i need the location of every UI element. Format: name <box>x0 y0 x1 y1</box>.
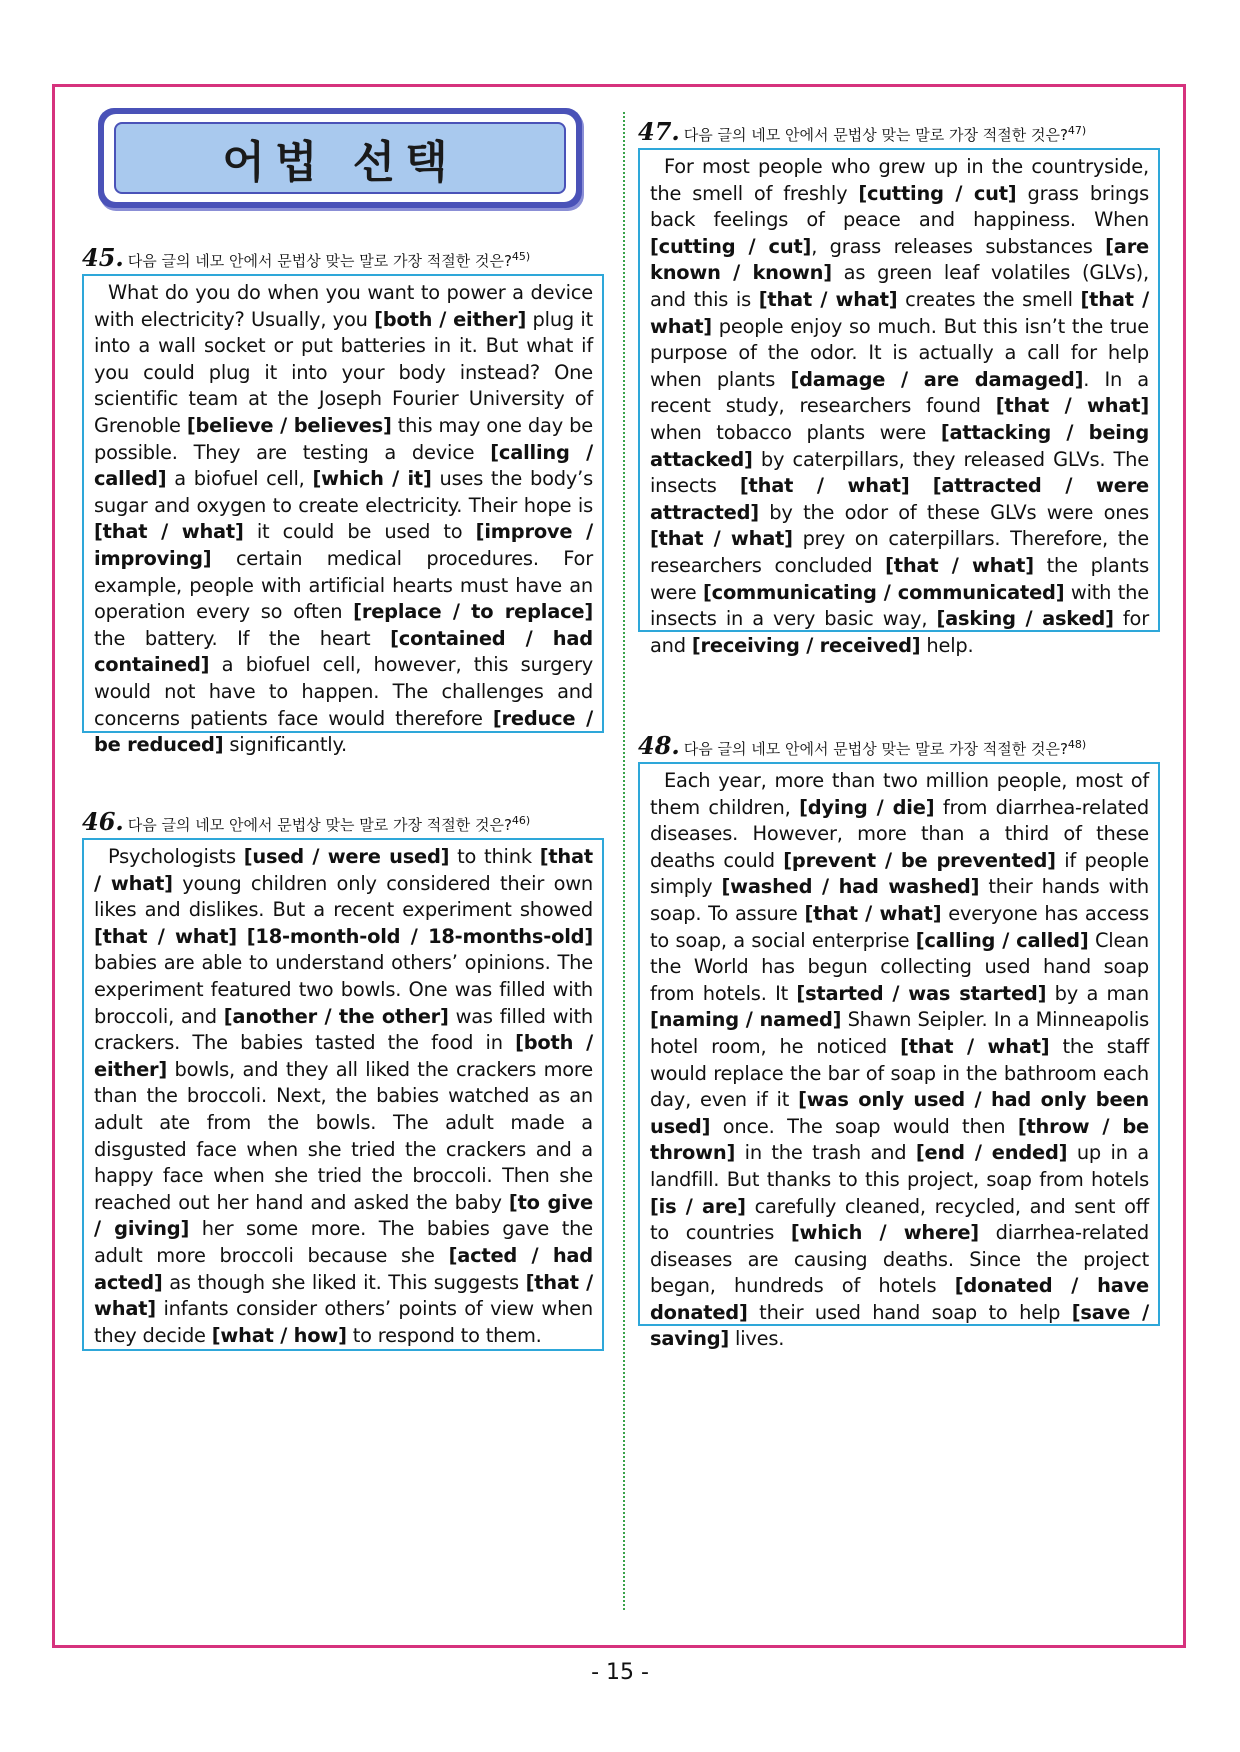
grammar-choice: [is / are] <box>650 1194 746 1218</box>
grammar-choice: [contained / had contained] <box>94 626 593 677</box>
grammar-choice: [that / what] <box>804 901 942 925</box>
grammar-choice: [damage / are damaged] <box>790 367 1084 391</box>
grammar-choice: [both / either] <box>94 1031 593 1081</box>
grammar-choice: [attacking / being attacked] <box>650 420 1149 471</box>
grammar-choice: [prevent / be prevented] <box>783 848 1056 872</box>
grammar-choice: [another / the other] <box>223 1004 449 1028</box>
question-number: 46. <box>82 807 124 836</box>
grammar-choice: [what / how] <box>211 1323 347 1347</box>
grammar-choice: [used / were used] <box>243 845 450 868</box>
grammar-choice: [that / what] <box>739 474 910 498</box>
question-prompt: 다음 글의 네모 안에서 문법상 맞는 말로 가장 적절한 것은? <box>127 816 512 834</box>
grammar-choice: [are known / known] <box>650 234 1150 285</box>
grammar-choice: [that / what] <box>94 520 244 544</box>
footnote-ref: 48) <box>1067 738 1087 751</box>
grammar-choice: [started / was started] <box>796 981 1047 1005</box>
grammar-choice: [improve / improving] <box>94 520 593 570</box>
grammar-choice: [both / either] <box>374 307 527 331</box>
grammar-choice: [receiving / received] <box>691 633 921 657</box>
question-46-passage <box>82 838 604 1351</box>
grammar-choice: [throw / be thrown] <box>650 1114 1149 1165</box>
grammar-choice: [dying / die] <box>799 795 935 819</box>
grammar-choice: [to give / giving] <box>94 1190 593 1241</box>
section-title: 어법 선택 <box>222 137 458 188</box>
grammar-choice: [calling / called] <box>915 928 1089 952</box>
grammar-choice: [asking / asked] <box>936 607 1114 631</box>
grammar-choice: [that / what] <box>94 845 593 895</box>
grammar-choice: [end / ended] <box>915 1141 1068 1165</box>
grammar-choice: [that / what] <box>885 553 1034 577</box>
footnote-ref: 47) <box>1067 124 1087 137</box>
question-48-header <box>638 731 1086 760</box>
question-48-passage <box>638 762 1160 1351</box>
grammar-choice: [that / what] <box>94 1270 593 1321</box>
grammar-choice: [that / what] <box>900 1034 1050 1058</box>
grammar-choice: [cutting / cut] <box>650 234 812 258</box>
footnote-ref: 46) <box>511 814 531 827</box>
grammar-choice: [naming / named] <box>650 1008 842 1032</box>
grammar-choice: [18-month-old / 18-months-old] <box>246 924 593 948</box>
grammar-choice: [washed / had washed] <box>721 875 980 899</box>
passage-text: For most people who grew up in the countryside, the smell of freshly [cutting / cut] grass brings back feelings of peace and happiness. When [cutting / cut], grass releases substances [are known / known] as green leaf volatiles (GLVs), and this is [that / what] creates the smell [that / what] people enjoy so much. But this isn’t the true purpose of the odor. It is actually a call for help when plants [damage / are damaged]. In a recent study, researchers found [that / what] when tobacco plants were [attacking / being attacked] by caterpillars, they released GLVs. The insects [that / what] [attracted / were attracted] by the odor of these GLVs were ones [that / what] prey on caterpillars. Therefore, the researchers concluded [that / what] the plants were [communicating / communicated] with the insects in a very basic way, [asking / asked] for and [receiving / received] help. <box>650 155 1150 657</box>
grammar-choice: [calling / called] <box>94 440 593 491</box>
question-prompt: 다음 글의 네모 안에서 문법상 맞는 말로 가장 적절한 것은? <box>683 740 1068 758</box>
passage-text: What do you do when you want to power a device with electricity? Usually, you [both / either] plug it into a wall socket or put batteries in it. But what if you could plug it into your body instead? One scientific team at the Joseph Fourier University of Grenoble [believe / believes] this may one day be possible. They are testing a device [calling / called] a biofuel cell, [which / it] uses the body’s sugar and oxygen to create electricity. Their hope is [that / what] it could be used to [improve / improving] certain medical procedures. For example, people with artificial hearts must have an operation every so often [replace / to replace] the battery. If the heart [contained / had contained] a biofuel cell, however, this surgery would not have to happen. The challenges and concerns patients face would therefore [reduce / be reduced] significantly. <box>94 281 594 757</box>
grammar-choice: [that / what] <box>650 527 793 551</box>
grammar-choice: [which / where] <box>790 1221 979 1245</box>
grammar-choice: [replace / to replace] <box>353 600 593 624</box>
grammar-choice: [save / saving] <box>650 1300 1149 1351</box>
grammar-choice: [was only used / had only been used] <box>650 1088 1149 1138</box>
question-number: 47. <box>638 117 680 146</box>
section-title-banner <box>98 108 582 208</box>
question-45-header <box>82 243 530 272</box>
passage-text: Psychologists [used / were used] to think [that / what] young children only considered their own likes and dislikes. But a recent experiment showed [that / what] [18-month-old / 18-months-old] babies are able to understand others’ opinions. The experiment featured two bowls. One was filled with broccoli, and [another / the other] was filled with crackers. The babies tasted the food in [both / either] bowls, and they all liked the crackers more than the broccoli. Next, the babies watched as an adult ate from the bowls. The adult made a disgusted face when she tried the crackers and a happy face when she tried the broccoli. Then she reached out her hand and asked the baby [to give / giving] her some more. The babies gave the adult more broccoli because she [acted / had acted] as though she liked it. This suggests [that / what] infants consider others’ points of view when they decide [what / how] to respond to them. <box>94 845 593 1347</box>
grammar-choice: [donated / have donated] <box>650 1274 1149 1324</box>
grammar-choice: [that / what] <box>650 287 1149 338</box>
question-47-header <box>638 117 1086 146</box>
grammar-choice: [that / what] <box>94 924 237 948</box>
grammar-choice: [cutting / cut] <box>858 181 1017 205</box>
question-prompt: 다음 글의 네모 안에서 문법상 맞는 말로 가장 적절한 것은? <box>127 252 512 270</box>
grammar-choice: [believe / believes] <box>186 413 392 437</box>
question-46-header <box>82 807 530 836</box>
grammar-choice: [acted / had acted] <box>94 1243 593 1294</box>
grammar-choice: [reduce / be reduced] <box>94 706 593 757</box>
question-prompt: 다음 글의 네모 안에서 문법상 맞는 말로 가장 적절한 것은? <box>683 126 1068 144</box>
grammar-choice: [which / it] <box>312 467 432 491</box>
question-45-passage <box>82 274 604 757</box>
column-divider <box>623 112 625 1610</box>
passage-text: Each year, more than two million people, most of them children, [dying / die] from diarrhea-related diseases. However, more than a third of these deaths could [prevent / be prevented] if people simply [washed / had washed] their hands with soap. To assure [that / what] everyone has access to soap, a social enterprise [calling / called] Clean the World has begun collecting used hand soap from hotels. It [started / was started] by a man [naming / named] Shawn Seipler. In a Minneapolis hotel room, he noticed [that / what] the staff would replace the bar of soap in the bathroom each day, even if it [was only used / had only been used] once. The soap would then [throw / be thrown] in the trash and [end / ended] up in a landfill. But thanks to this project, soap from hotels [is / are] carefully cleaned, recycled, and sent off to countries [which / where] diarrhea-related diseases are causing deaths. Since the project began, hundreds of hotels [donated / have donated] their used hand soap to help [save / saving] lives. <box>650 769 1150 1351</box>
grammar-choice: [attracted / were attracted] <box>650 474 1150 524</box>
footnote-ref: 45) <box>511 250 531 263</box>
grammar-choice: [communicating / communicated] <box>702 580 1065 604</box>
grammar-choice: [that / what] <box>995 394 1149 418</box>
question-number: 45. <box>82 243 124 272</box>
question-number: 48. <box>638 731 680 760</box>
grammar-choice: [that / what] <box>758 287 898 311</box>
question-47-passage <box>638 148 1160 657</box>
page-number: - 15 - <box>591 1660 649 1685</box>
